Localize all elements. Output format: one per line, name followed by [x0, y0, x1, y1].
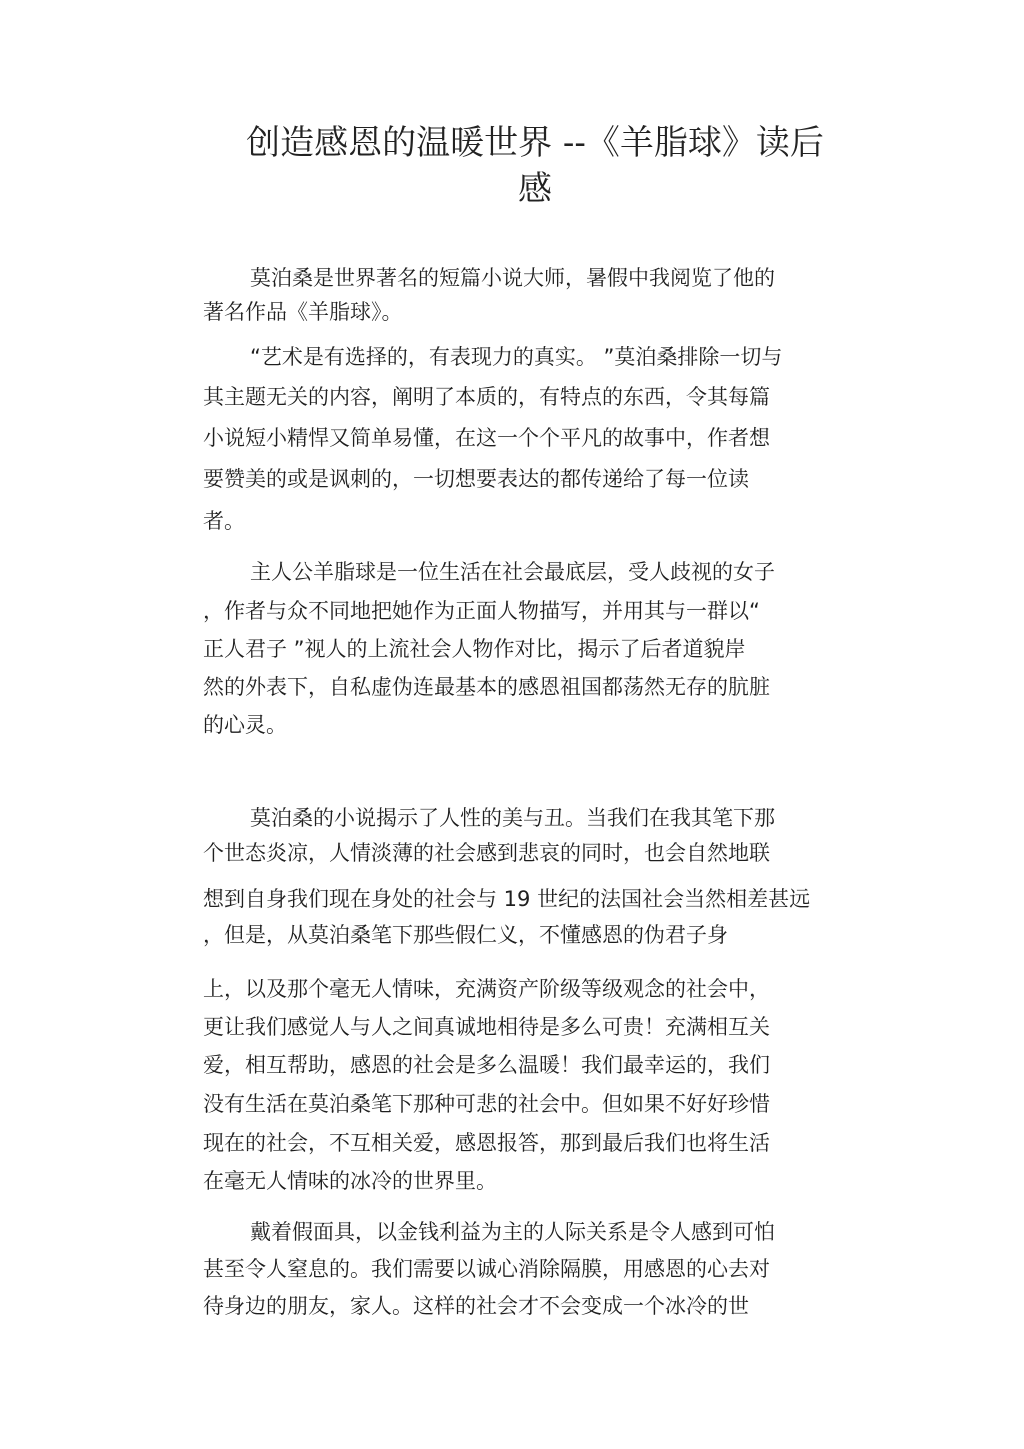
paragraph-2-line-5: 者。 [203, 509, 245, 533]
paragraph-3-line-4: 然的外表下，自私虚伪连最基本的感恩祖国都荡然无存的肮脏 [203, 675, 770, 699]
paragraph-4-line-6: 更让我们感觉人与人之间真诚地相待是多么可贵！充满相互关 [203, 1015, 770, 1039]
paragraph-1-line-2: 著名作品《羊脂球》。 [203, 300, 403, 324]
paragraph-2-line-4: 要赞美的或是讽刺的，一切想要表达的都传递给了每一位读 [203, 467, 749, 491]
paragraph-4-line-7: 爱，相互帮助，感恩的社会是多么温暖！我们最幸运的，我们 [203, 1053, 770, 1077]
paragraph-5-line-2: 甚至令人窒息的。我们需要以诚心消除隔膜，用感恩的心去对 [203, 1257, 770, 1281]
paragraph-1-line-1: 莫泊桑是世界著名的短篇小说大师，暑假中我阅览了他的 [250, 266, 775, 290]
paragraph-3-line-1: 主人公羊脂球是一位生活在社会最底层，受人歧视的女子 [250, 560, 775, 584]
document-title-continued: 感 [518, 169, 552, 209]
paragraph-4-line-3: 想到自身我们现在身处的社会与 19 世纪的法国社会当然相差甚远 [203, 887, 811, 911]
paragraph-5-line-3: 待身边的朋友，家人。这样的社会才不会变成一个冰冷的世 [203, 1294, 749, 1318]
paragraph-4-line-1: 莫泊桑的小说揭示了人性的美与丑。当我们在我其笔下那 [250, 806, 775, 830]
document-title: 创造感恩的温暖世界 --《羊脂球》读后 [246, 123, 824, 163]
paragraph-4-line-2: 个世态炎凉，人情淡薄的社会感到悲哀的同时，也会自然地联 [203, 841, 770, 865]
paragraph-3-line-3: 正人君子 ”视人的上流社会人物作对比，揭示了后者道貌岸 [203, 637, 746, 661]
paragraph-4-line-5: 上，以及那个毫无人情味，充满资产阶级等级观念的社会中， [203, 977, 770, 1001]
paragraph-4-line-10: 在毫无人情味的冰冷的世界里。 [203, 1169, 497, 1193]
paragraph-2-line-2: 其主题无关的内容，阐明了本质的，有特点的东西，令其每篇 [203, 385, 770, 409]
paragraph-3-line-5: 的心灵。 [203, 713, 287, 737]
paragraph-2-line-3: 小说短小精悍又简单易懂，在这一个个平凡的故事中，作者想 [203, 426, 770, 450]
paragraph-4-line-8: 没有生活在莫泊桑笔下那种可悲的社会中。但如果不好好珍惜 [203, 1092, 770, 1116]
paragraph-2-line-1: “艺术是有选择的，有表现力的真实。 ”莫泊桑排除一切与 [250, 345, 783, 369]
paragraph-4-line-4: ，但是，从莫泊桑笔下那些假仁义，不懂感恩的伪君子身 [203, 923, 728, 947]
paragraph-3-line-2: ，作者与众不同地把她作为正面人物描写，并用其与一群以“ [203, 599, 760, 623]
paragraph-4-line-9: 现在的社会，不互相关爱，感恩报答，那到最后我们也将生活 [203, 1131, 770, 1155]
paragraph-5-line-1: 戴着假面具，以金钱利益为主的人际关系是令人感到可怕 [250, 1220, 775, 1244]
